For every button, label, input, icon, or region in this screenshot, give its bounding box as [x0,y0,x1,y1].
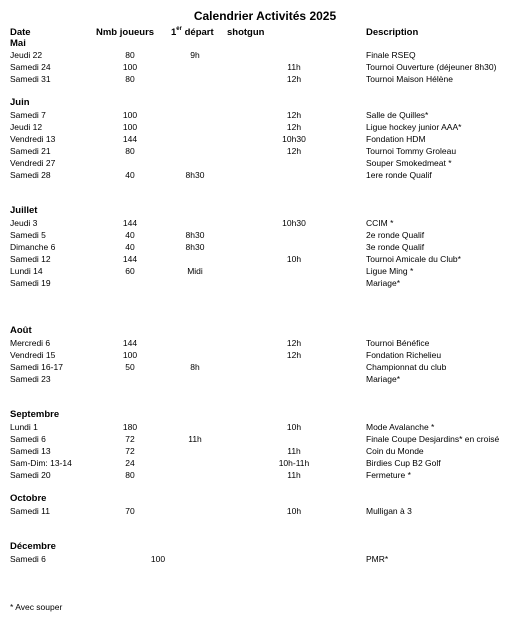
row-description: 3e ronde Qualif [366,242,425,252]
row-description: Ligue hockey junior AAA* [366,122,462,132]
table-row [0,374,530,385]
month-aout: Août [10,325,32,336]
header-date: Date [10,27,31,38]
table-row [0,242,530,253]
row-description: Fermeture * [366,470,411,480]
row-date: Samedi 12 [10,254,51,264]
table-row [0,278,530,289]
row-description: Tournoi Bénéfice [366,338,430,348]
row-date: Samedi 7 [10,110,46,120]
row-nmb: 72 [125,434,135,444]
row-nmb: 72 [125,446,135,456]
row-nmb: 144 [122,338,138,348]
header-depart-word: départ [184,27,214,38]
row-depart: Midi [187,266,203,276]
row-shotgun: 12h [286,146,302,156]
row-description: Ligue Ming * [366,266,414,276]
row-depart: 8h30 [185,230,205,240]
row-description: Tournoi Tommy Groleau [366,146,457,156]
row-shotgun: 11h [287,446,301,456]
row-shotgun: 10h [286,422,302,432]
row-date: Samedi 13 [10,446,51,456]
row-shotgun: 10h30 [282,218,306,228]
row-description: Souper Smokedmeat * [366,158,452,168]
row-shotgun: 12h [286,338,302,348]
row-description: Championnat du club [366,362,447,372]
row-shotgun: 10h-11h [278,458,310,468]
table-row [0,458,530,469]
table-row [0,158,530,169]
row-shotgun: 10h [286,506,302,516]
row-date: Vendredi 15 [10,350,56,360]
page-title: Calendrier Activités 2025 [193,9,337,23]
table-row [0,134,530,145]
row-nmb: 60 [125,266,135,276]
row-nmb: 100 [150,554,166,564]
table-row [0,506,530,517]
row-depart: 8h30 [185,170,205,180]
header-description: Description [366,27,419,38]
row-description: PMR* [366,554,389,564]
row-date: Samedi 21 [10,146,51,156]
row-nmb: 100 [122,110,138,120]
row-description: CCIM * [366,218,394,228]
row-depart: 8h30 [185,242,205,252]
row-description: Tournoi Amicale du Club* [366,254,461,264]
row-nmb: 40 [125,242,135,252]
row-description: Mode Avalanche * [366,422,435,432]
row-nmb: 80 [125,50,135,60]
table-row [0,362,530,373]
row-description: Mulligan à 3 [366,506,412,516]
row-description: Mariage* [366,374,401,384]
row-date: Samedi 28 [10,170,51,180]
row-nmb: 144 [122,218,138,228]
row-date: Jeudi 12 [10,122,43,132]
header-premier-depart [171,27,214,38]
row-shotgun: 11h [287,62,301,72]
row-nmb: 144 [122,134,138,144]
row-shotgun: 12h [286,74,302,84]
table-row [0,254,530,265]
row-date: Dimanche 6 [10,242,56,252]
row-date: Samedi 5 [10,230,46,240]
row-nmb: 80 [125,146,135,156]
row-date: Lundi 14 [10,266,43,276]
row-depart: 9h [190,50,200,60]
table-row [0,350,530,361]
row-date: Vendredi 27 [10,158,56,168]
row-date: Vendredi 13 [10,134,56,144]
table-row [0,146,530,157]
row-description: Fondation HDM [366,134,426,144]
row-shotgun: 12h [286,350,302,360]
row-description: Fondation Richelieu [366,350,442,360]
table-row [0,110,530,121]
row-shotgun: 12h [286,122,302,132]
row-description: Tournoi Ouverture (déjeuner 8h30) [366,62,497,72]
table-row [0,338,530,349]
row-nmb: 40 [125,170,135,180]
row-nmb: 100 [122,62,138,72]
row-shotgun: 12h [286,110,302,120]
row-nmb: 100 [122,122,138,132]
row-description: Finale Coupe Desjardins* en croisé [366,434,500,444]
row-description: Coin du Monde [366,446,424,456]
row-description: Birdies Cup B2 Golf [366,458,441,468]
row-date: Jeudi 22 [10,50,43,60]
month-octobre: Octobre [10,493,47,504]
row-date: Samedi 31 [10,74,51,84]
footnote: * Avec souper [10,602,63,612]
month-juillet: Juillet [10,205,38,216]
row-date: Lundi 1 [10,422,38,432]
row-description: 2e ronde Qualif [366,230,425,240]
row-nmb: 180 [122,422,138,432]
row-nmb: 70 [125,506,135,516]
row-nmb: 80 [125,470,135,480]
header-nmb-joueurs: Nmb joueurs [96,27,155,38]
row-shotgun: 10h [286,254,302,264]
row-description: Tournoi Maison Hélène [366,74,453,84]
month-mai: Mai [10,38,26,49]
row-nmb: 100 [122,350,138,360]
table-row [0,50,530,61]
header-shotgun: shotgun [227,27,265,38]
month-decembre: Décembre [10,541,56,552]
row-date: Samedi 20 [10,470,51,480]
row-date: Mercredi 6 [10,338,51,348]
table-row [0,434,530,445]
table-row [0,446,530,457]
row-shotgun: 10h30 [282,134,306,144]
row-description: 1ere ronde Qualif [366,170,432,180]
row-nmb: 40 [125,230,135,240]
row-date: Samedi 19 [10,278,51,288]
row-date: Sam-Dim: 13-14 [10,458,72,468]
row-description: Salle de Quilles* [366,110,429,120]
month-septembre: Septembre [10,409,60,420]
row-date: Jeudi 3 [10,218,38,228]
row-depart: 8h [190,362,200,372]
row-date: Samedi 6 [10,554,46,564]
row-date: Samedi 16-17 [10,362,63,372]
row-depart: 11h [188,434,202,444]
table-row [0,422,530,433]
table-row [0,218,530,229]
table-row [0,554,530,565]
row-date: Samedi 11 [10,506,51,516]
row-shotgun: 11h [287,470,301,480]
table-row [0,62,530,73]
row-nmb: 24 [125,458,135,468]
row-description: Mariage* [366,278,401,288]
row-nmb: 50 [125,362,135,372]
row-nmb: 144 [122,254,138,264]
header-depart-prefix: 1 [171,27,177,38]
table-row [0,230,530,241]
table-row [0,266,530,277]
table-row [0,122,530,133]
row-date: Samedi 23 [10,374,51,384]
table-row [0,470,530,481]
header-depart-sup: er [176,26,182,32]
row-nmb: 80 [125,74,135,84]
table-row [0,74,530,85]
row-date: Samedi 24 [10,62,51,72]
row-date: Samedi 6 [10,434,46,444]
row-description: Finale RSEQ [366,50,416,60]
table-row [0,170,530,181]
month-juin: Juin [10,97,30,108]
